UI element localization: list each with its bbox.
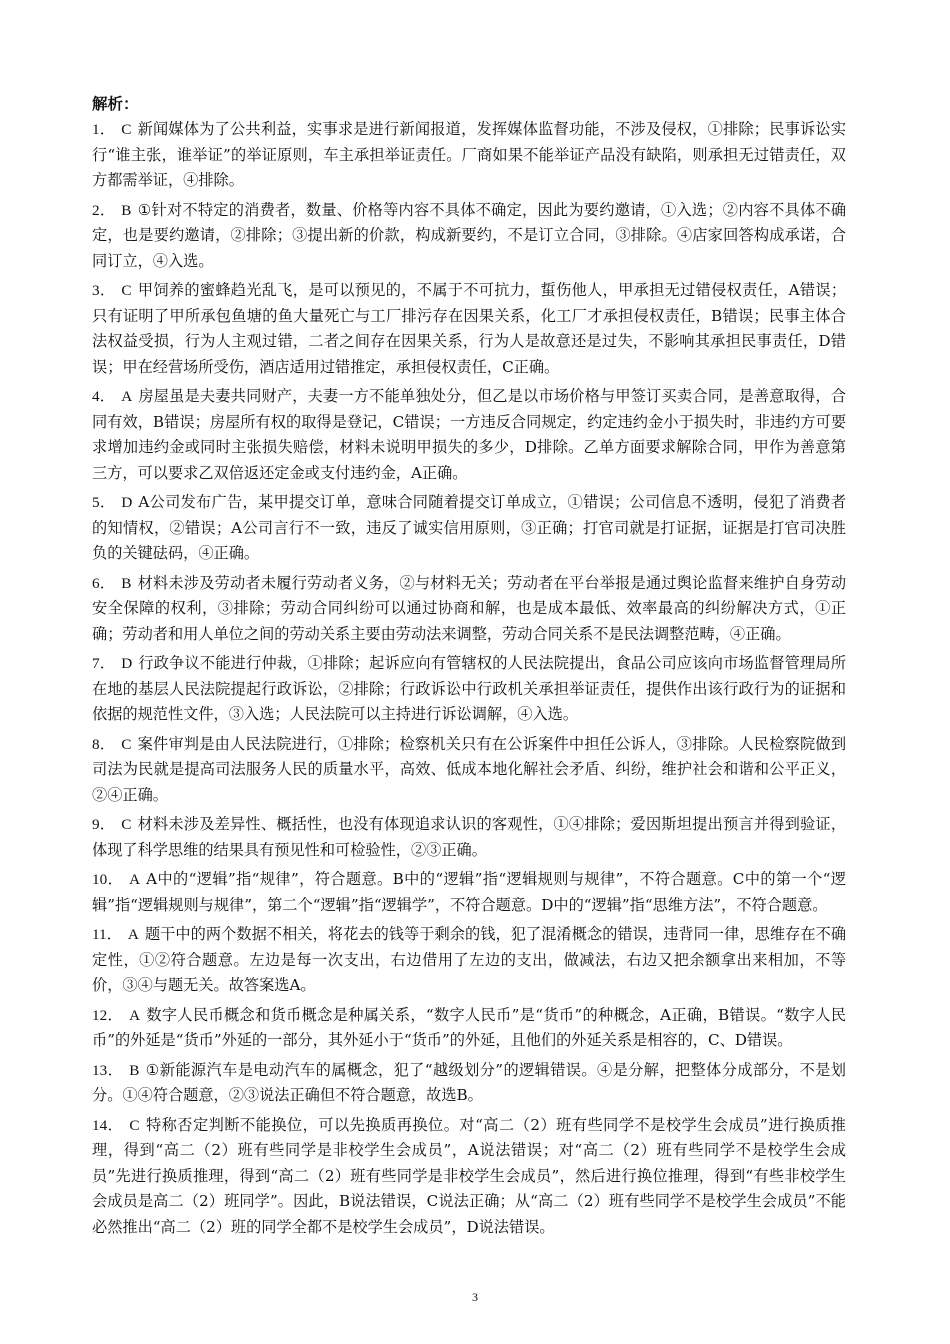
question-number: 5．	[92, 494, 116, 511]
answer-letter: D	[121, 655, 133, 672]
answer-list	[92, 117, 846, 1240]
answer-letter: C	[129, 1116, 140, 1134]
explanation-text: ①新能源汽车是电动汽车的属概念，犯了“越级划分”的逻辑错误。④是分解，把整体分成部分，不是划分。①④符合题意，②③说法正确但不符合题意，故选B。	[92, 1060, 846, 1104]
answer-letter: D	[121, 494, 133, 511]
explanation-text: 题干中的两个数据不相关，将花去的钱等于剩余的钱，犯了混淆概念的错误，违背同一律，思维存在不确定性，①②符合题意。左边是每一次支出，右边借用了左边的支出，做减法，右边又把余额拿出来相加，不等价，③④与题无关。故答案选A。	[92, 925, 847, 994]
answer-letter: A	[127, 926, 139, 943]
explanation-text: 房屋虽是夫妻共同财产，夫妻一方不能单独处分，但乙是以市场价格与甲签订买卖合同，是善意取得，合同有效，B错误；房屋所有权的取得是登记，C错误；一方违反合同规定，约定违约金小于损失时，非违约方可要求增加违约金或同时主张损失赔偿，材料未说明甲损失的多少，D排除。乙单方面要求解除合同，甲作为善意第三方，可以要求乙双倍返还定金或支付违约金，A正确。	[92, 387, 847, 482]
question-number: 3．	[92, 282, 116, 299]
explanation-text: 行政争议不能进行仲裁，①排除；起诉应向有管辖权的人民法院提出，食品公司应该向市场监督管理局所在地的基层人民法院提起行政诉讼，②排除；行政诉讼中行政机关承担举证责任，提供作出该行政行为的证据和依据的规范性文件，③入选；人民法院可以主持进行诉讼调解，④入选。	[92, 654, 847, 723]
answer-item	[92, 651, 846, 728]
answer-item	[92, 278, 846, 380]
answer-item	[92, 867, 846, 918]
answer-letter: A	[129, 1006, 141, 1024]
question-number: 13．	[92, 1061, 124, 1079]
question-number: 9．	[92, 816, 116, 833]
answer-item	[92, 490, 846, 567]
explanation-text: A公司发布广告，某甲提交订单，意味合同随着提交订单成立，①错误；公司信息不透明，侵犯了消费者的知情权，②错误；A公司言行不一致，违反了诚实信用原则，③正确；打官司就是打证据，证据是打官司决胜负的关键砝码，④正确。	[92, 493, 847, 562]
question-number: 12．	[92, 1006, 124, 1024]
answer-item	[92, 1058, 846, 1109]
answer-item	[92, 812, 846, 863]
answer-letter: C	[121, 735, 132, 753]
explanation-text: 案件审判是由人民法院进行，①排除；检察机关只有在公诉案件中担任公诉人，③排除。人民检察院做到司法为民就是提高司法服务人民的质量水平，高效、低成本地化解社会矛盾、纠纷，维护社会和谐和公平正义，②④正确。	[92, 734, 847, 804]
section-heading: 解析：	[92, 95, 139, 113]
answer-letter: C	[121, 121, 132, 138]
explanation-text: ①针对不特定的消费者，数量、价格等内容不具体不确定，因此为要约邀请，①入选；②内容不具体不确定，也是要约邀请，②排除；③提出新的价款，构成新要约，不是订立合同，③排除。④店家回答构成承诺，合同订立，④入选。	[92, 200, 847, 270]
question-number: 11．	[92, 926, 122, 943]
question-number: 8．	[92, 735, 116, 753]
answer-item	[92, 732, 846, 809]
explanation-text: 数字人民币概念和货币概念是种属关系，“数字人民币”是“货币”的种概念，A正确，B错误。“数字人民币”的外延是“货币”外延的一部分，其外延小于“货币”的外延，且他们的外延关系是相容的，C、D错误。	[92, 1005, 847, 1049]
question-number: 6．	[92, 574, 116, 592]
explanation-text: 材料未涉及差异性、概括性，也没有体现追求认识的客观性，①④排除；爱因斯坦提出预言并得到验证，体现了科学思维的结果具有预见性和可检验性，②③正确。	[92, 815, 847, 859]
question-number: 2．	[92, 201, 116, 219]
answer-item	[92, 384, 846, 486]
answer-item	[92, 571, 846, 648]
page-number: 3	[472, 1290, 478, 1304]
explanation-text: 特称否定判断不能换位，可以先换质再换位。对“高二（2）班有些同学不是校学生会成员”进行换质推理，得到“高二（2）班有些同学是非校学生会成员”，A说法错误；对“高二（2）班有些同学不是校学生会成员”先进行换质推理，得到“高二（2）班有些同学是非校学生会成员”，然后进行换位推理，得到“有些非校学生会成员是高二（2）班同学”。因此，B说法错误，C说法正确；从“高二（2）班有些同学不是校学生会成员”不能必然推出“高二（2）班的同学全都不是校学生会成员”，D说法错误。	[92, 1115, 846, 1236]
answer-item	[92, 198, 846, 275]
explanation-text: 新闻媒体为了公共利益，实事求是进行新闻报道，发挥媒体监督功能，不涉及侵权，①排除；民事诉讼实行“谁主张，谁举证”的举证原则，车主承担举证责任。厂商如果不能举证产品没有缺陷，则承担无过错责任，双方都需举证，④排除。	[92, 120, 847, 189]
answer-item	[92, 1003, 846, 1054]
answer-letter: B	[121, 201, 132, 219]
explanation-text: 甲饲养的蜜蜂趋光乱飞，是可以预见的，不属于不可抗力，蜇伤他人，甲承担无过错侵权责任，A错误；只有证明了甲所承包鱼塘的鱼大量死亡与工厂排污存在因果关系，化工厂才承担侵权责任，B错误；民事主体合法权益受损，行为人主观过错，二者之间存在因果关系，行为人是故意还是过失，不影响其承担民事责任，D错误；甲在经营场所受伤，酒店适用过错推定，承担侵权责任，C正确。	[92, 281, 847, 376]
question-number: 14．	[92, 1116, 124, 1134]
answer-letter: C	[121, 816, 132, 833]
question-number: 4．	[92, 388, 116, 405]
answer-letter: A	[121, 388, 133, 405]
answer-item	[92, 922, 846, 999]
question-number: 1．	[92, 121, 116, 138]
answer-letter: C	[121, 282, 132, 299]
answer-letter: A	[129, 871, 141, 888]
answer-item	[92, 1113, 846, 1241]
explanation-text: A中的“逻辑”指“规律”，符合题意。B中的“逻辑”指“逻辑规则与规律”，不符合题意。C中的第一个“逻辑”指“逻辑规则与规律”，第二个“逻辑”指“逻辑学”，不符合题意。D中的“逻辑”指“思维方法”，不符合题意。	[92, 870, 846, 914]
question-number: 7．	[92, 655, 116, 672]
explanation-text: 材料未涉及劳动者未履行劳动者义务，②与材料无关；劳动者在平台举报是通过舆论监督来维护自身劳动安全保障的权利，③排除；劳动合同纠纷可以通过协商和解，也是成本最低、效率最高的纠纷解决方式，①正确；劳动者和用人单位之间的劳动关系主要由劳动法来调整，劳动合同关系不是民法调整范畴，④正确。	[92, 573, 847, 643]
answer-item	[92, 117, 846, 194]
answer-letter: B	[129, 1061, 140, 1079]
answer-letter: B	[121, 574, 132, 592]
question-number: 10．	[92, 871, 124, 888]
